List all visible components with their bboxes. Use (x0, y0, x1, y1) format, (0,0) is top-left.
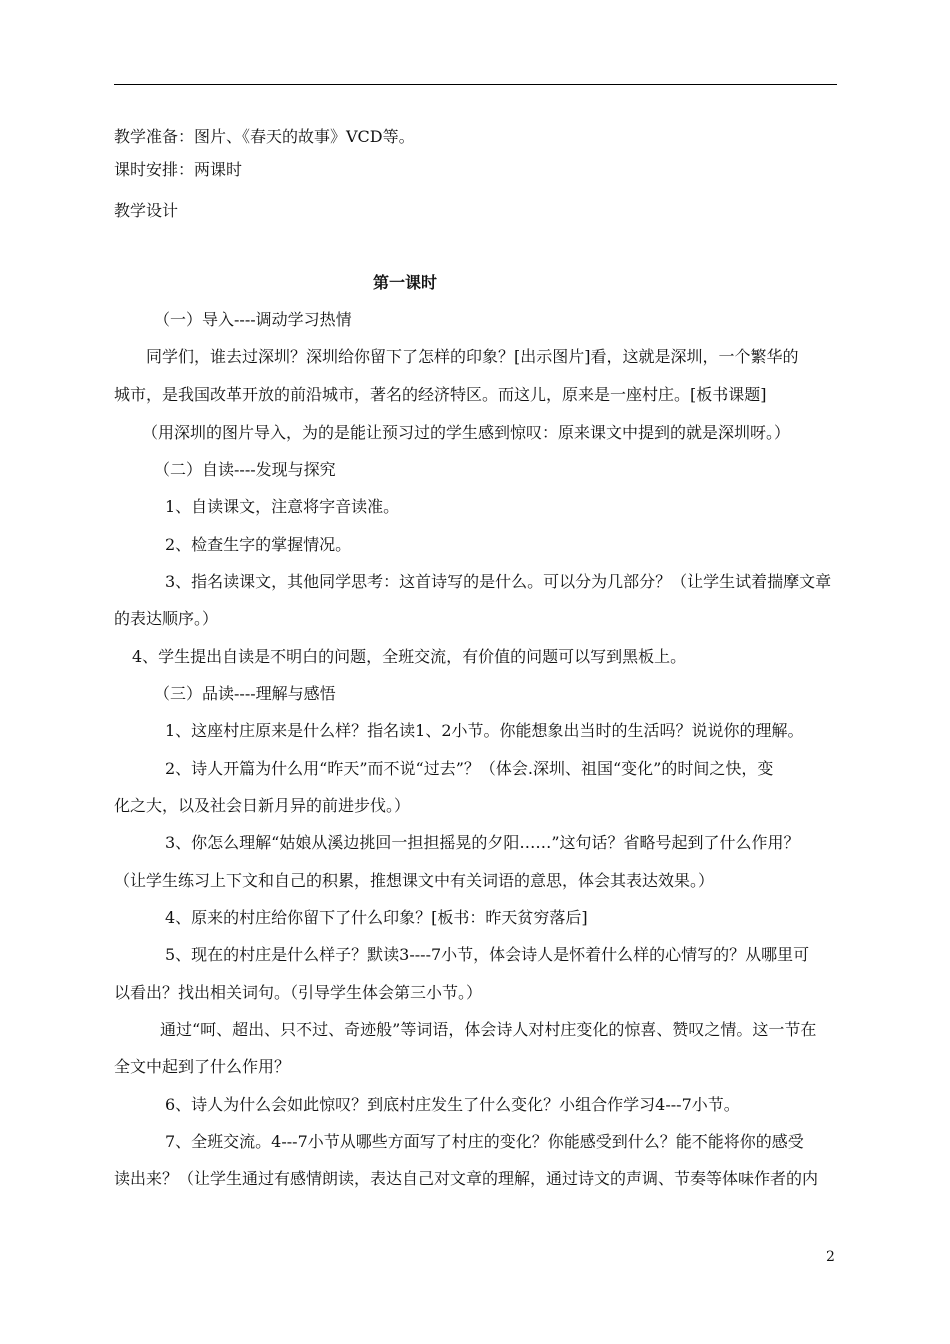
design-line: 教学设计 (114, 201, 179, 220)
text-line: （让学生练习上下文和自己的积累，推想课文中有关词语的意思，体会其表达效果。） (114, 871, 715, 890)
schedule-line: 课时安排：两课时 (114, 160, 243, 179)
prep-line: 教学准备：图片、《春天的故事》VCD等。 (114, 127, 415, 146)
text-line: 城市，是我国改革开放的前沿城市，著名的经济特区。而这儿，原来是一座村庄。[板书课题] (114, 385, 767, 404)
page-number: 2 (826, 1249, 835, 1265)
text-line: （用深圳的图片导入，为的是能让预习过的学生感到惊叹：原来课文中提到的就是深圳呀。） (142, 423, 791, 442)
text-line: （三）品读----理解与感悟 (154, 684, 336, 703)
text-line: 化之大，以及社会日新月异的前进步伐。） (114, 796, 411, 815)
text-line: 4、原来的村庄给你留下了什么印象？[板书：昨天贫穷落后] (165, 908, 588, 927)
section-title: 第一课时 (373, 273, 438, 292)
text-line: 7、全班交流。4---7小节从哪些方面写了村庄的变化？你能感受到什么？能不能将你的感受 (165, 1132, 804, 1151)
text-line: 通过“呵、超出、只不过、奇迹般”等词语，体会诗人对村庄变化的惊喜、赞叹之情。这一节在 (160, 1020, 817, 1039)
text-line: 同学们，谁去过深圳？深圳给你留下了怎样的印象？[出示图片]看，这就是深圳，一个繁华的 (146, 347, 799, 366)
text-line: 6、诗人为什么会如此惊叹？到底村庄发生了什么变化？小组合作学习4---7小节。 (165, 1095, 740, 1114)
text-line: 全文中起到了什么作用？ (114, 1057, 291, 1076)
text-line: （一）导入----调动学习热情 (154, 310, 352, 329)
text-line: 的表达顺序。） (114, 609, 219, 628)
text-line: 读出来？（让学生通过有感情朗读，表达自己对文章的理解，通过诗文的声调、节奏等体味作者的内 (114, 1169, 819, 1188)
text-line: 1、自读课文，注意将字音读准。 (165, 497, 400, 516)
text-line: 4、学生提出自读是不明白的问题，全班交流，有价值的问题可以写到黑板上。 (132, 647, 687, 666)
text-line: 以看出？找出相关词句。（引导学生体会第三小节。） (114, 983, 483, 1002)
header-rule (114, 84, 837, 85)
text-line: 3、指名读课文，其他同学思考：这首诗写的是什么。可以分为几部分？（让学生试着揣摩文章 (165, 572, 832, 591)
text-line: 1、这座村庄原来是什么样？指名读1、2小节。你能想象出当时的生活吗？说说你的理解。 (165, 721, 804, 740)
text-line: 2、诗人开篇为什么用“昨天”而不说“过去”？（体会.深圳、祖国“变化”的时间之快，变 (165, 759, 774, 778)
text-line: 3、你怎么理解“姑娘从溪边挑回一担担摇晃的夕阳……”这句话？省略号起到了什么作用？ (165, 833, 800, 852)
text-line: 5、现在的村庄是什么样子？默读3----7小节，体会诗人是怀着什么样的心情写的？从哪里可 (165, 945, 810, 964)
text-line: （二）自读----发现与探究 (154, 460, 336, 479)
text-line: 2、检查生字的掌握情况。 (165, 535, 352, 554)
